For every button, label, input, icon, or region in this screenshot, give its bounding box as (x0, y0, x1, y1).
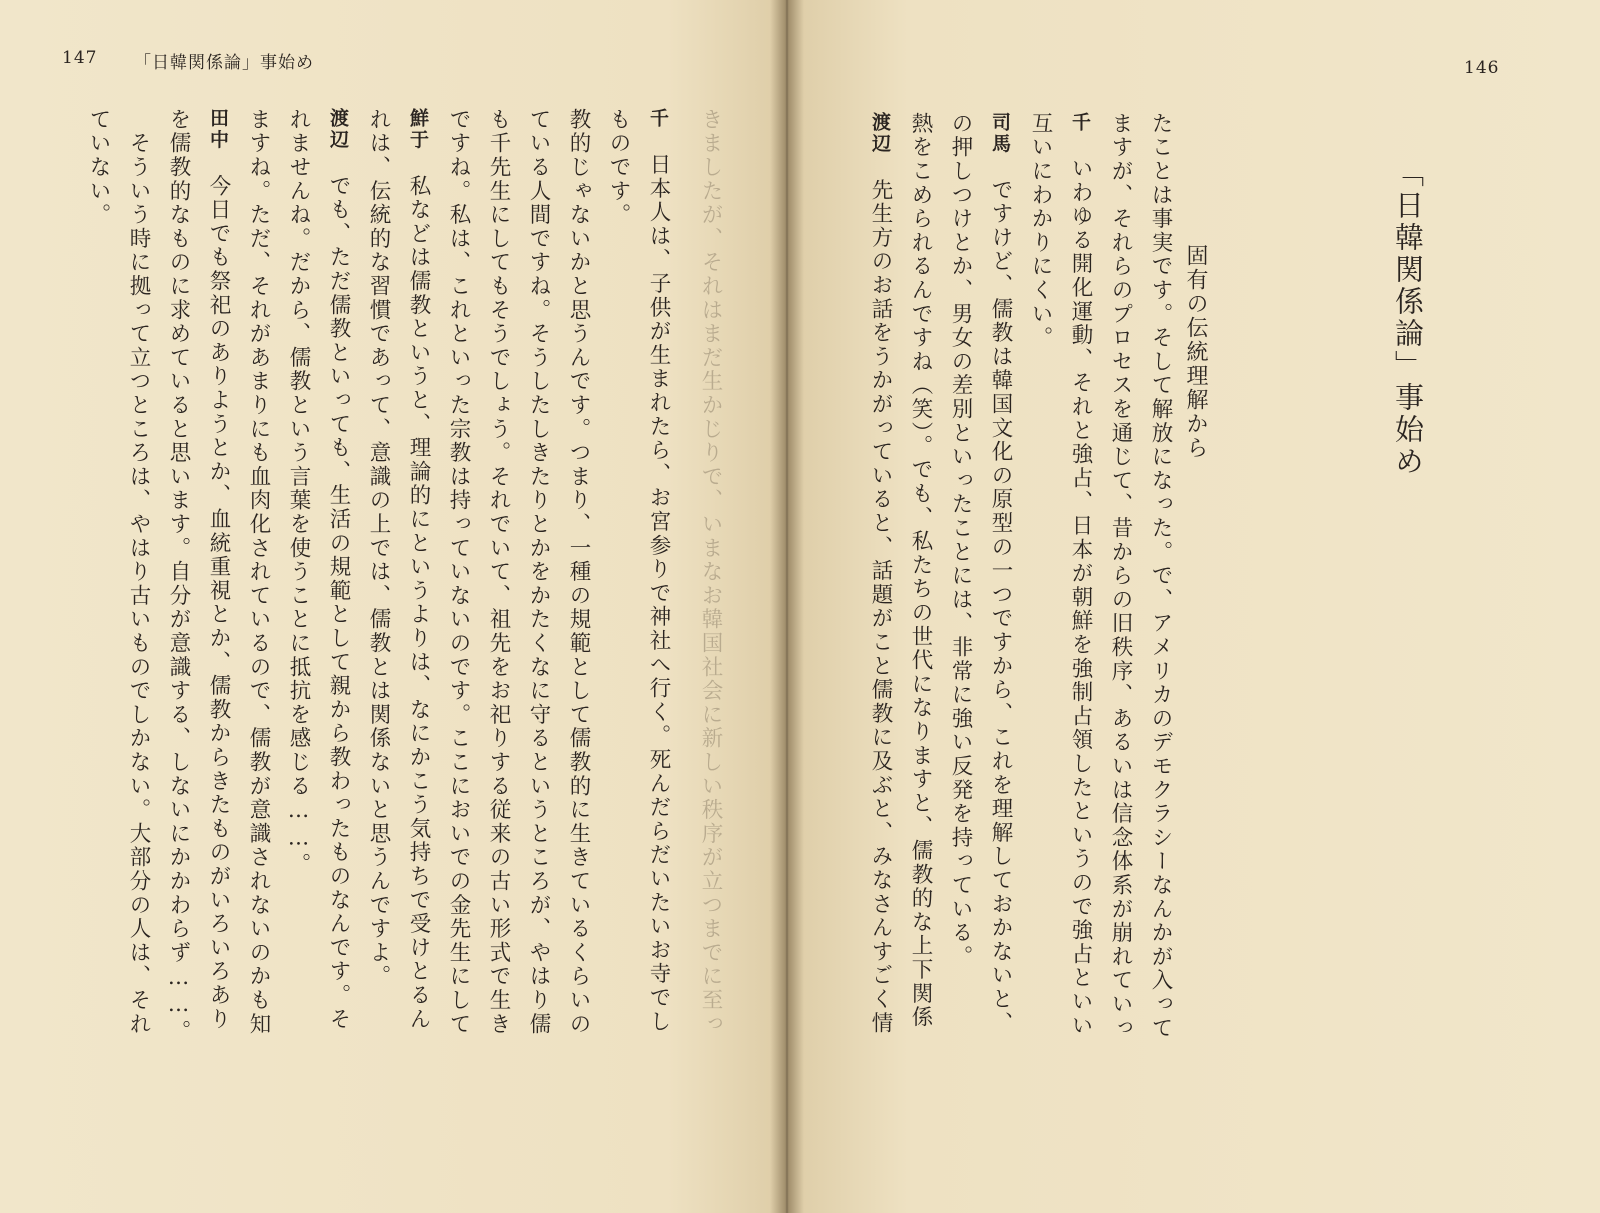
right-page-number: 146 (1464, 58, 1500, 78)
text-line: を儒教的なものに求めていると思います。自分が意識する、しないにかかわらず……。 (166, 108, 191, 1044)
left-running-head: 「日韓関係論」事始め (134, 53, 314, 73)
speaker-label: 司馬 (989, 112, 1011, 155)
text-line: たことは事実です。そして解放になった。で、アメリカのデモクラシーなんかが入って (1148, 112, 1173, 1041)
text-line: そういう時に拠って立つところは、やはり古いものでしかない。大部分の人は、それ (126, 108, 151, 1037)
speaker-label: 鮮于 (407, 108, 429, 151)
text-line: 互いにわかりにくい。 (1028, 112, 1053, 350)
speaker-label: 渡辺 (327, 108, 349, 151)
speaker-label: 渡辺 (869, 112, 891, 155)
text-line: 渡辺 でも、ただ儒教といっても、生活の規範として親から教わったものなんです。そ (326, 108, 351, 1032)
text-line: ていない。 (86, 108, 111, 227)
text-line: ますね。ただ、それがあまりにも血肉化されているので、儒教が意識されないのかも知 (246, 108, 271, 1037)
left-page (0, 0, 786, 1213)
text-line: も千先生にしてもそうでしょう。それでいて、祖先をお祀りする従来の古い形式で生き (486, 108, 511, 1037)
text-line: ている人間ですね。そうしたしきたりとかをかたくなに守るというところが、やはり儒 (526, 108, 551, 1037)
text-line: 熱をこめられるんですね（笑）。でも、私たちの世代になりますと、儒教的な上下関係 (908, 112, 933, 1030)
text-line: 千 いわゆる開化運動、それと強占、日本が朝鮮を強制占領したというので強占といい (1068, 112, 1093, 1038)
faded-show-through-line: きましたが、それはまだ生かじりで、いまなお韓国社会に新しい秩序が立つまでに至っ (698, 108, 723, 1037)
right-body-text (820, 112, 1180, 1122)
book-gutter (770, 0, 804, 1213)
text-line: 渡辺 先生方のお話をうかがっていると、話題がこと儒教に及ぶと、みなさんすごく情 (868, 112, 893, 1036)
text-line: ますが、それらのプロセスを通じて、昔からの旧秩序、あるいは信念体系が崩れていっ (1108, 112, 1133, 1041)
left-page-number: 147 (62, 48, 98, 68)
chapter-title: 「日韓関係論」事始め (1391, 158, 1425, 478)
text-line: の押しつけとか、男女の差別といったことには、非常に強い反発を持っている。 (948, 112, 973, 969)
section-title: 固有の伝統理解から (1183, 244, 1208, 460)
text-line: 千 日本人は、子供が生まれたら、お宮参りで神社へ行く。死んだらだいたいお寺でし (646, 108, 671, 1034)
text-line: 鮮于 私などは儒教というと、理論的にというよりは、なにかこう気持ちで受けとるん (406, 108, 431, 1032)
text-line: れませんね。だから、儒教という言葉を使うことに抵抗を感じる……。 (286, 108, 311, 877)
left-body-text (68, 108, 678, 1118)
text-line: 田中 今日でも祭祀のありようとか、血統重視とか、儒教からきたものがいろいろあり (206, 108, 231, 1032)
speaker-label: 千 (1069, 112, 1091, 134)
text-line: 教的じゃないかと思うんです。つまり、一種の規範として儒教的に生きているくらいの (566, 108, 591, 1037)
speaker-label: 千 (647, 108, 669, 130)
text-line: ですね。私は、これといった宗教は持っていないのです。ここにおいでの金先生にして (446, 108, 471, 1037)
speaker-label: 田中 (207, 108, 229, 151)
text-line: ものです。 (606, 108, 631, 227)
text-line: 司馬 ですけど、儒教は韓国文化の原型の一つですから、これを理解しておかないと、 (988, 112, 1013, 1036)
text-line: れは、伝統的な習慣であって、意識の上では、儒教とは関係ないと思うんですよ。 (366, 108, 391, 989)
